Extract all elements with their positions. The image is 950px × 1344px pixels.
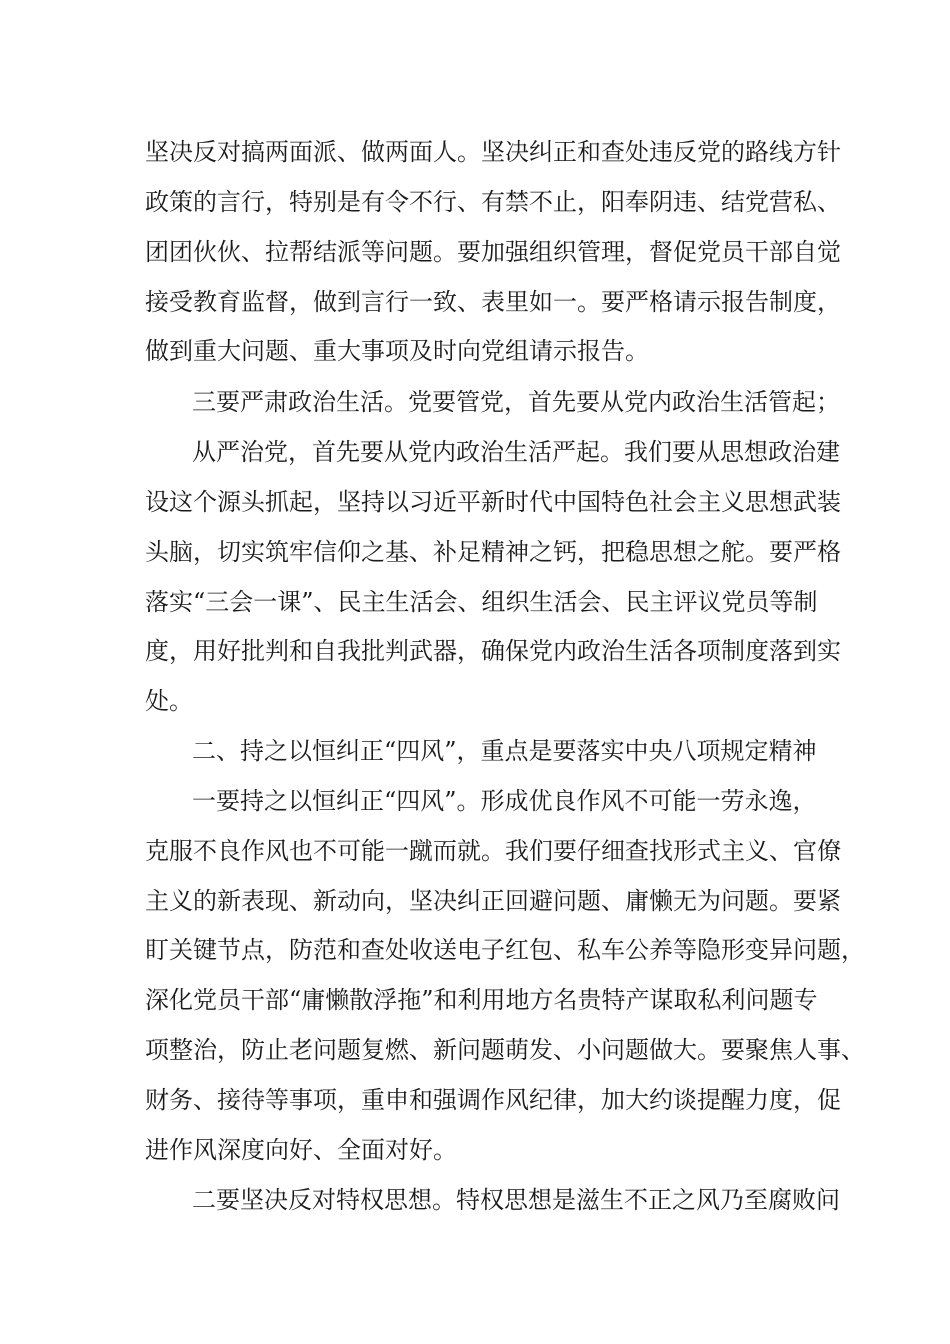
text-line: 一要持之以恒纠正“四风”。形成优良作风不可能一劳永逸， — [192, 787, 817, 815]
text-line: 主义的新表现、新动向，坚决纠正回避问题、庸懒无为问题。要紧 — [145, 887, 841, 915]
text-line: 接受教育监督，做到言行一致、表里如一。要严格请示报告制度， — [145, 288, 841, 316]
text-line: 进作风深度向好、全面对好。 — [145, 1136, 457, 1164]
text-line: 从严治党，首先要从党内政治生活严起。我们要从思想政治建 — [192, 438, 840, 466]
text-line: 处。 — [145, 687, 193, 715]
text-line: 盯关键节点，防范和查处收送电子红包、私车公养等隐形变异问题， — [145, 936, 865, 964]
text-line: 头脑，切实筑牢信仰之基、补足精神之钙，把稳思想之舵。要严格 — [145, 538, 841, 566]
text-line: 克服不良作风也不可能一蹴而就。我们要仔细查找形式主义、官僚 — [145, 837, 841, 865]
text-line: 做到重大问题、重大事项及时向党组请示报告。 — [145, 337, 649, 365]
text-line: 落实“三会一课”、民主生活会、组织生活会、民主评议党员等制 — [145, 588, 818, 616]
text-line: 度，用好批判和自我批判武器，确保党内政治生活各项制度落到实 — [145, 637, 841, 665]
text-line: 深化党员干部“庸懒散浮拖”和利用地方名贵特产谋取私利问题专 — [145, 986, 818, 1014]
section-heading: 三要严肃政治生活。党要管党，首先要从党内政治生活管起； — [192, 388, 840, 416]
section-heading: 二、持之以恒纠正“四风”，重点是要落实中央八项规定精神 — [192, 737, 817, 765]
text-line: 政策的言行，特别是有令不行、有禁不止，阳奉阴违、结党营私、 — [145, 188, 841, 216]
text-line: 设这个源头抓起，坚持以习近平新时代中国特色社会主义思想武装 — [145, 488, 841, 516]
text-line: 项整治，防止老问题复燃、新问题萌发、小问题做大。要聚焦人事、 — [145, 1036, 865, 1064]
text-line: 团团伙伙、拉帮结派等问题。要加强组织管理，督促党员干部自觉 — [145, 238, 841, 266]
text-line: 二要坚决反对特权思想。特权思想是滋生不正之风乃至腐败问 — [192, 1186, 840, 1214]
text-line: 坚决反对搞两面派、做两面人。坚决纠正和查处违反党的路线方针 — [145, 138, 841, 166]
text-line: 财务、接待等事项，重申和强调作风纪律，加大约谈提醒力度，促 — [145, 1086, 841, 1114]
